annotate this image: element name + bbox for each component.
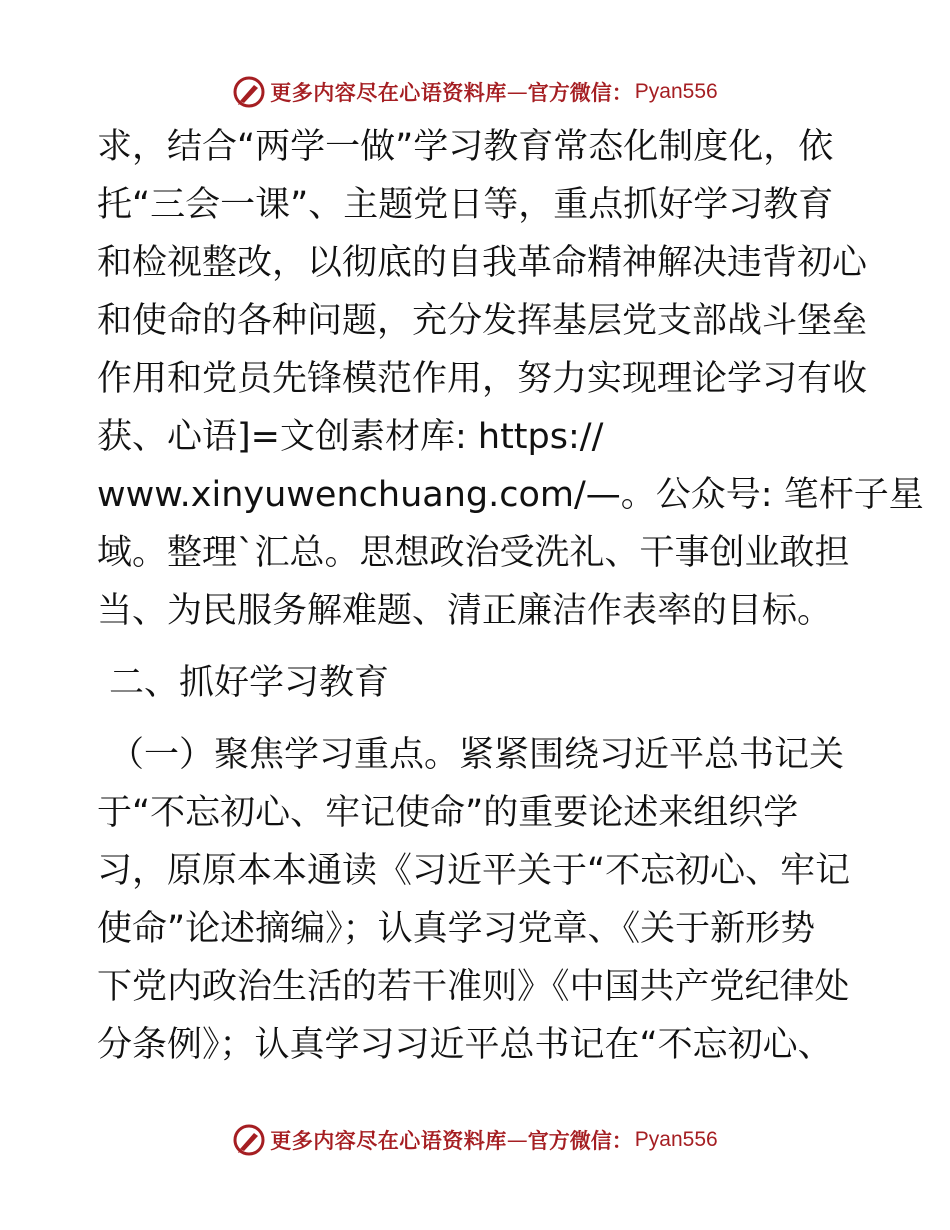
document-body <box>97 118 924 1074</box>
watermark-separator: — <box>506 80 528 104</box>
text-line: 获、心语]=文创素材库: https:// <box>97 417 604 457</box>
text-line: 当、为民服务解难题、清正廉洁作表率的目标。 <box>97 591 833 631</box>
text-line: 作用和党员先锋模范作用，努力实现理论学习有收 <box>97 359 868 399</box>
text-line: 使命”论述摘编》；认真学习党章、《关于新形势 <box>97 909 816 949</box>
text-line: www.xinyuwenchuang.com/—。公众号: 笔杆子星 <box>97 475 924 515</box>
text-line: 下党内政治生活的若干准则》《中国共产党纪律处 <box>97 967 850 1007</box>
text-line: 分条例》；认真学习习近平总书记在“不忘初心、 <box>97 1025 833 1065</box>
text-line: 和检视整改，以彻底的自我革命精神解决违背初心 <box>97 243 868 283</box>
text-line: 托“三会一课”、主题党日等，重点抓好学习教育 <box>97 185 834 225</box>
text-line: （一）聚焦学习重点。紧紧围绕习近平总书记关 <box>109 735 845 775</box>
watermark-separator: — <box>506 1128 528 1152</box>
pen-circle-logo-icon <box>232 1123 266 1157</box>
watermark-wechat-id: Pyan556 <box>634 80 718 103</box>
watermark-wechat-id: Pyan556 <box>634 1128 718 1151</box>
pen-circle-logo-icon <box>232 75 266 109</box>
watermark-wechat-label: 官方微信： <box>527 1128 633 1153</box>
watermark-brand-text: 更多内容尽在心语资料库 <box>270 80 507 105</box>
paragraph-1 <box>97 118 924 640</box>
footer-watermark-banner <box>0 1120 950 1160</box>
text-line: 于“不忘初心、牢记使命”的重要论述来组织学 <box>97 793 799 833</box>
text-line: 习，原原本本通读《习近平关于“不忘初心、牢记 <box>97 851 851 891</box>
watermark-brand-text: 更多内容尽在心语资料库 <box>270 1128 507 1153</box>
paragraph-2 <box>97 726 857 1074</box>
header-watermark-banner <box>0 72 950 112</box>
text-line: 求，结合“两学一做”学习教育常态化制度化，依 <box>97 127 834 167</box>
watermark-wechat-label: 官方微信： <box>527 80 633 105</box>
section-heading: 二、抓好学习教育 <box>109 663 390 703</box>
text-line: 域。整理`汇总。思想政治受洗礼、干事创业敢担 <box>97 533 850 573</box>
text-line: 和使命的各种问题，充分发挥基层党支部战斗堡垒 <box>97 301 868 341</box>
